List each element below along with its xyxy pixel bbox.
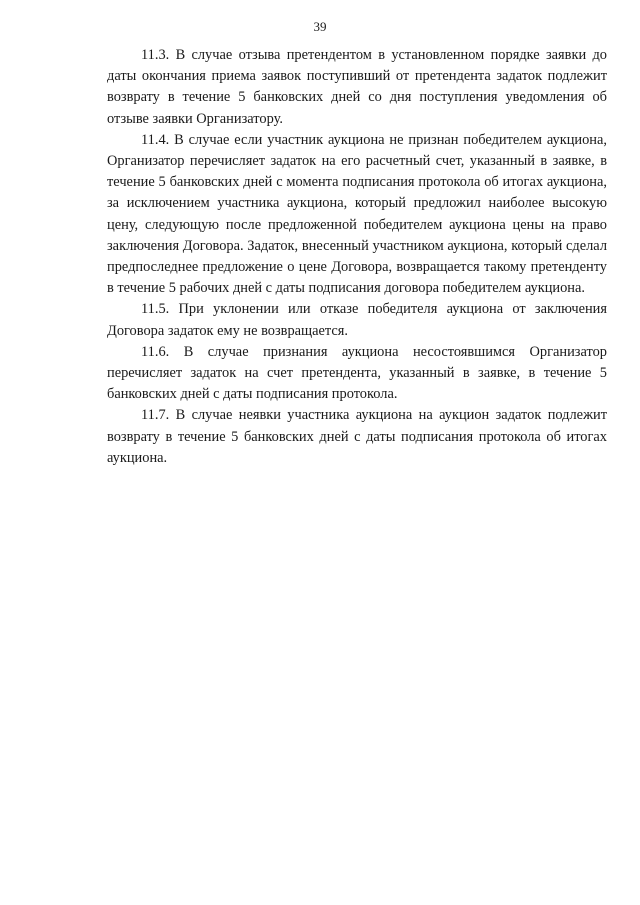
paragraph-11-7: 11.7. В случае неявки участника аукциона на аукцион задаток подлежит возврату в течение 5 банковских дней с даты подписания протокола об итогах аукциона. (107, 407, 607, 466)
page-number: 39 (313, 19, 327, 34)
document-body (107, 45, 607, 469)
paragraph-11-3: 11.3. В случае отзыва претендентом в установленном порядке заявки до даты окончания приема заявок поступивший от претендента задаток подлежит возврату в течение 5 банковских дней со дня поступления уведомления об отзыве заявки Организатору. (107, 47, 607, 127)
paragraph-11-4: 11.4. В случае если участник аукциона не признан победителем аукциона, Организатор перечисляет задаток на его расчетный счет, указанный в заявке, в течение 5 банковских дней с момента подписания протокола об итогах аукциона, за исключением участника аукциона, который предложил наиболее высокую цену, следующую после предложенной победителем аукциона цены на право заключения Договора. Задаток, внесенный участником аукциона, который сделал предпоследнее предложение о цене Договора, возвращается такому претенденту в течение 5 рабочих дней с даты подписания договора победителем аукциона. (107, 131, 607, 297)
paragraph-11-5: 11.5. При уклонении или отказе победителя аукциона от заключения Договора задаток ему не возвращается. (107, 301, 607, 339)
paragraph-11-6: 11.6. В случае признания аукциона несостоявшимся Организатор перечисляет задаток на счет претендента, указанный в заявке, в течение 5 банковских дней с даты подписания протокола. (107, 343, 607, 403)
